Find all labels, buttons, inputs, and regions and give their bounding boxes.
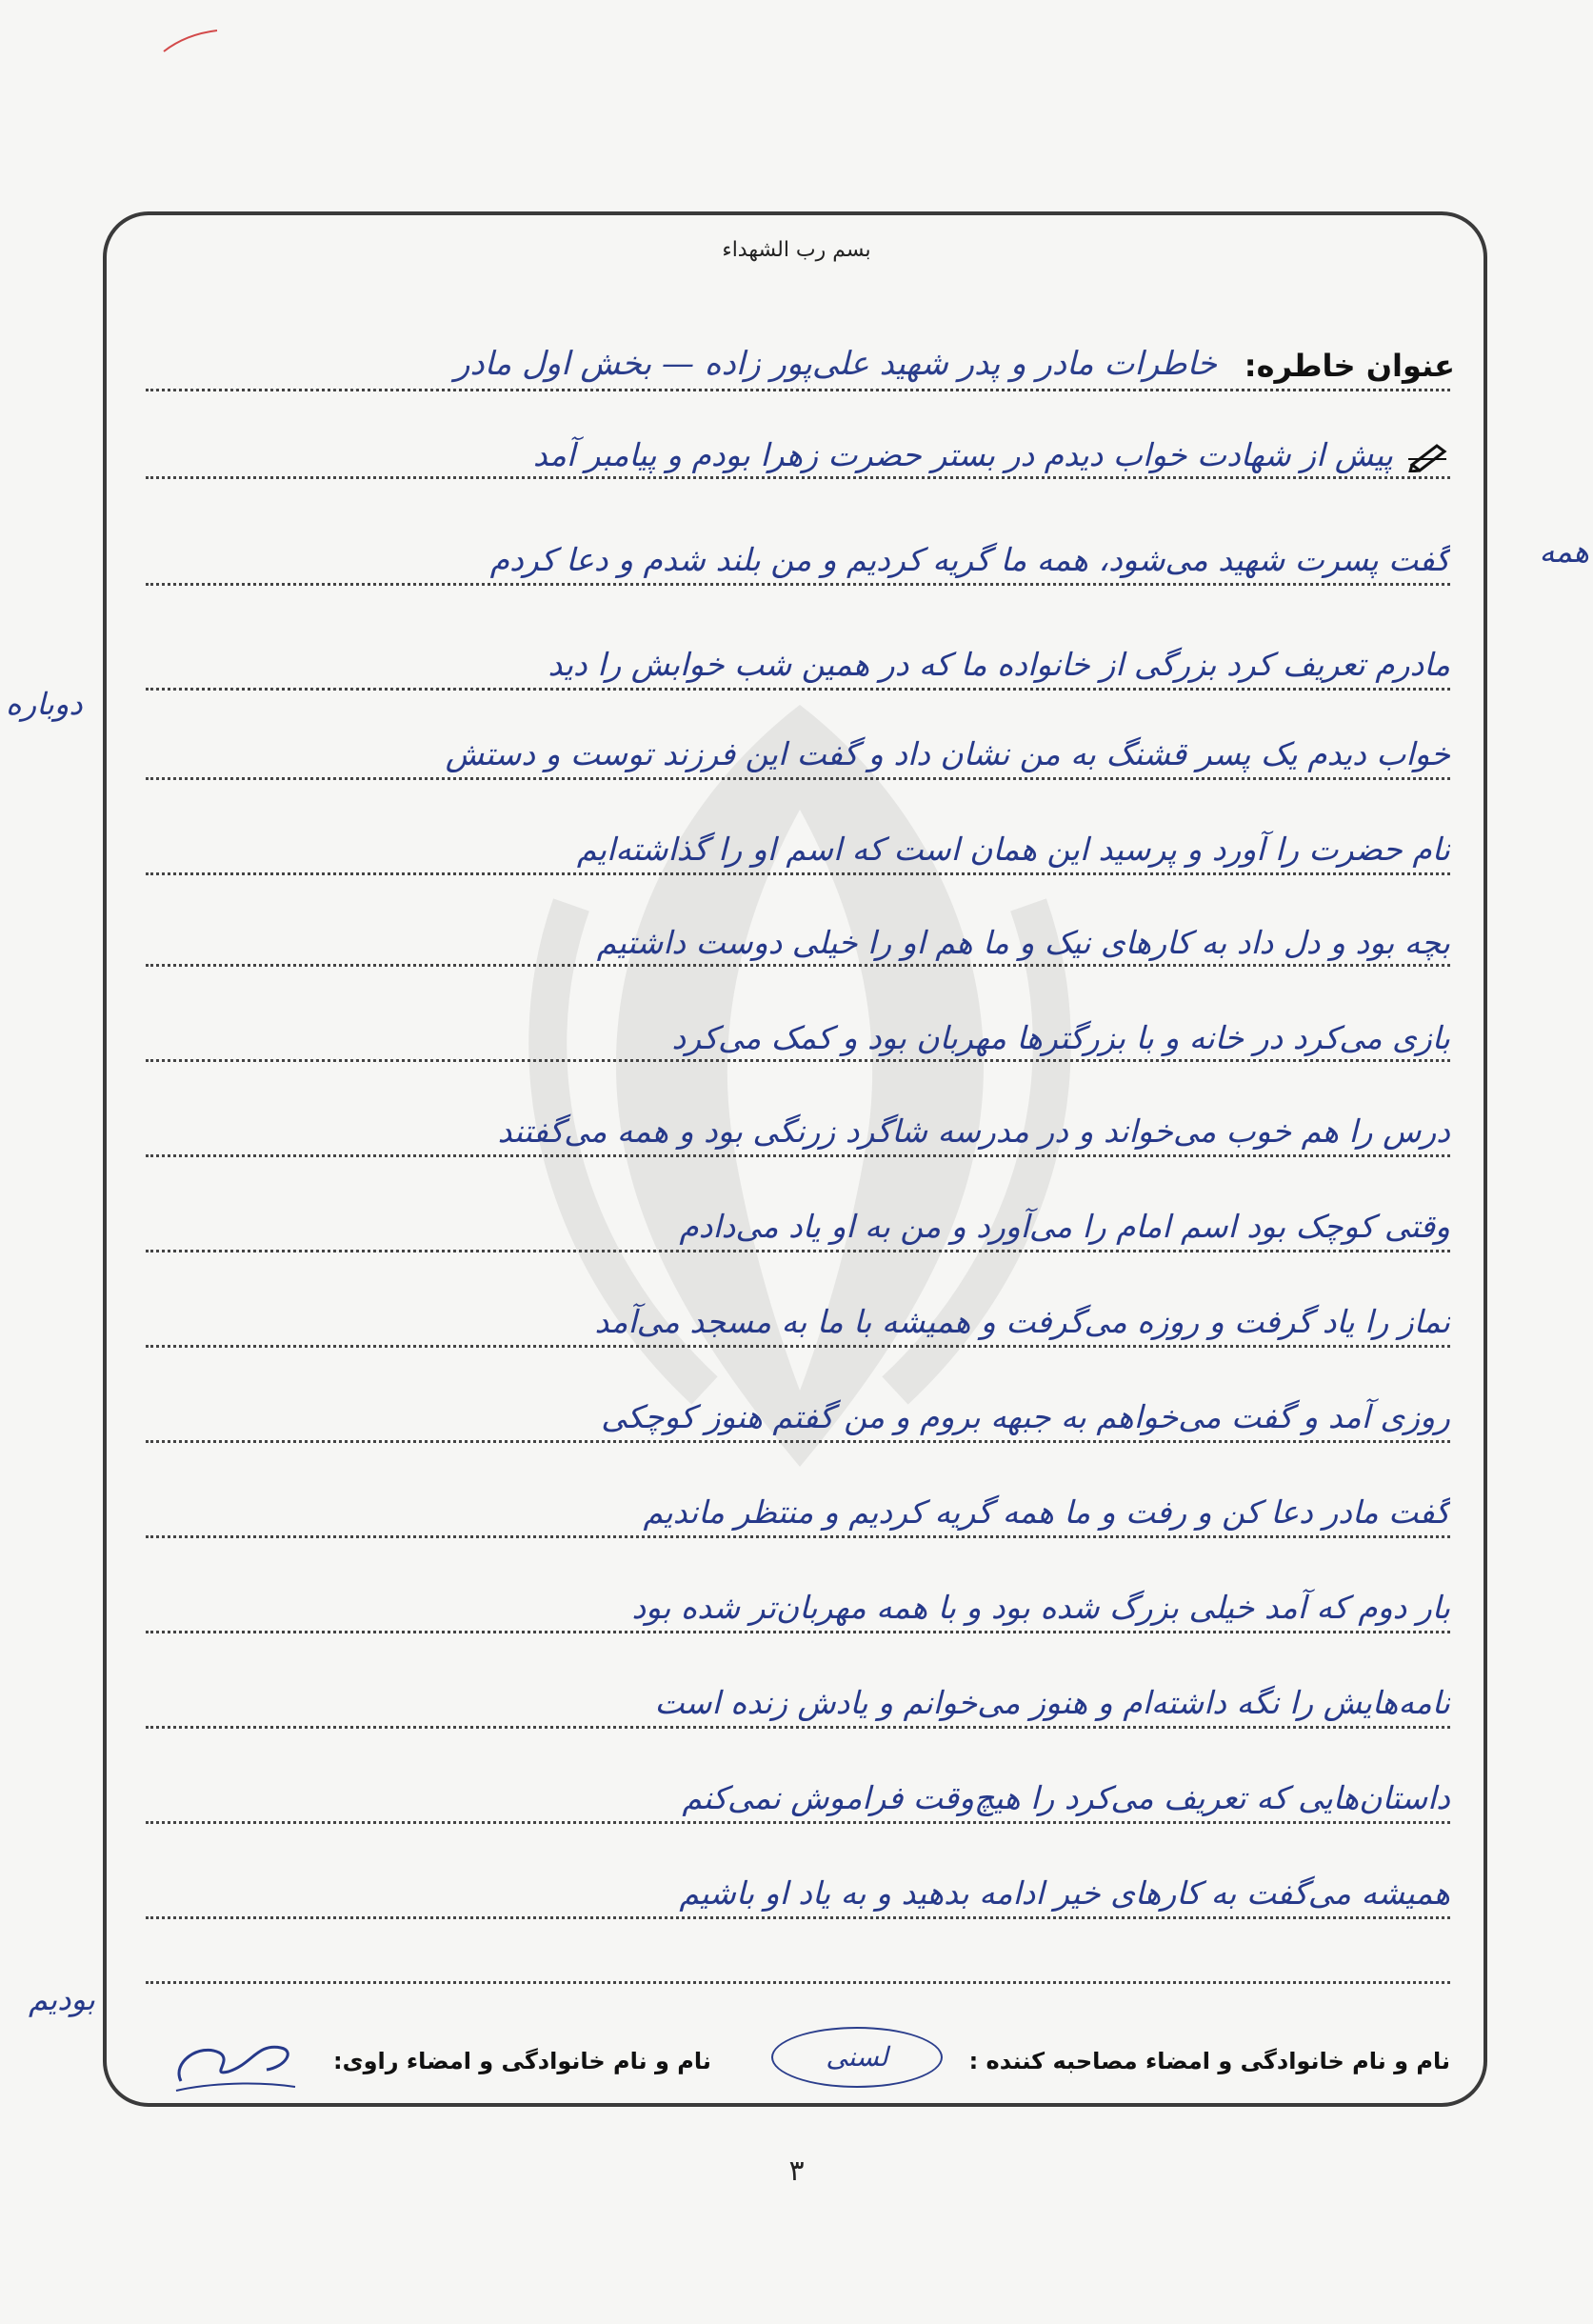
body-line: وقتی کوچک بود اسم امام را می‌آورد و من به او یاد می‌دادم [679, 1208, 1450, 1245]
dotted-rule [146, 688, 1450, 691]
pen-icon [1408, 440, 1450, 472]
body-line: درس را هم خوب می‌خواند و در مدرسه شاگرد زرنگی بود و همه می‌گفتند [497, 1112, 1450, 1150]
watermark-emblem-icon [457, 667, 1143, 1505]
page-number: ۳ [788, 2154, 805, 2188]
dotted-rule [146, 1535, 1450, 1538]
dotted-rule [146, 1916, 1450, 1919]
body-line: بچه بود و دل داد به کارهای نیک و ما هم او را خیلی دوست داشتیم [596, 924, 1450, 961]
narrator-signature-icon [162, 2024, 305, 2100]
body-line: نامه‌هایش را نگه داشته‌ام و هنوز می‌خوانم و یادش زنده است [654, 1684, 1450, 1721]
dotted-rule [146, 1154, 1450, 1157]
dotted-rule [146, 583, 1450, 586]
body-line: بازی می‌کرد در خانه و با بزرگترها مهربان بود و کمک می‌کرد [671, 1019, 1450, 1056]
narrator-label: نام و نام خانوادگی و امضاء راوی: [333, 2048, 711, 2074]
dotted-rule [146, 1726, 1450, 1729]
dotted-rule [146, 777, 1450, 780]
dotted-rule [146, 1250, 1450, 1252]
title-label: عنوان خاطره: [1244, 348, 1455, 384]
body-line: داستان‌هایی که تعریف می‌کرد را هیچ‌وقت فراموش نمی‌کنم [682, 1779, 1450, 1816]
dotted-rule [146, 872, 1450, 875]
body-line: روزی آمد و گفت می‌خواهم به جبهه بروم و من گفتم هنوز کوچکی [601, 1398, 1450, 1435]
red-pen-mark [162, 27, 219, 55]
interviewer-signature: لسنی [771, 2027, 943, 2088]
body-line: مادرم تعریف کرد بزرگی از خانواده ما که در همین شب خوابش را دید [548, 646, 1450, 683]
dotted-rule [146, 1059, 1450, 1062]
body-line: خواب دیدم یک پسر قشنگ به من نشان داد و گفت این فرزند توست و دستش [445, 735, 1450, 772]
dotted-rule [146, 1981, 1450, 1984]
dotted-rule [146, 476, 1450, 479]
body-line: بار دوم که آمد خیلی بزرگ شده بود و با همه مهربان‌تر شده بود [631, 1589, 1450, 1626]
body-line: نام حضرت را آورد و پرسید این همان است که اسم او را گذاشته‌ایم [576, 831, 1450, 868]
body-line: گفت پسرت شهید می‌شود، همه ما گریه کردیم و من بلند شدم و دعا کردم [489, 541, 1450, 578]
body-line: پیش از شهادت خواب دیدم در بستر حضرت زهرا بودم و پیامبر آمد [532, 436, 1393, 473]
body-line: گفت مادر دعا کن و رفت و ما همه گریه کردیم و منتظر ماندیم [643, 1493, 1450, 1531]
dotted-rule [146, 1345, 1450, 1348]
body-line: همیشه می‌گفت به کارهای خیر ادامه بدهید و به یاد او باشیم [679, 1874, 1450, 1912]
dotted-rule [146, 1631, 1450, 1633]
basmala-header: بسم رب الشهداء [722, 238, 871, 262]
margin-note: همه [1539, 533, 1589, 570]
dotted-rule [146, 964, 1450, 967]
dotted-rule [146, 1440, 1450, 1443]
title-dotted-line [146, 389, 1450, 391]
body-line: نماز را یاد گرفت و روزه می‌گرفت و همیشه با ما به مسجد می‌آمد [594, 1303, 1450, 1340]
title-handwritten: خاطرات مادر و پدر شهید علی‌پور زاده — بخش اول مادر [454, 345, 1217, 383]
margin-note: بودیم [29, 1981, 95, 2017]
margin-note: دوباره [6, 686, 83, 722]
interviewer-label: نام و نام خانوادگی و امضاء مصاحبه کننده : [968, 2048, 1450, 2074]
dotted-rule [146, 1821, 1450, 1824]
